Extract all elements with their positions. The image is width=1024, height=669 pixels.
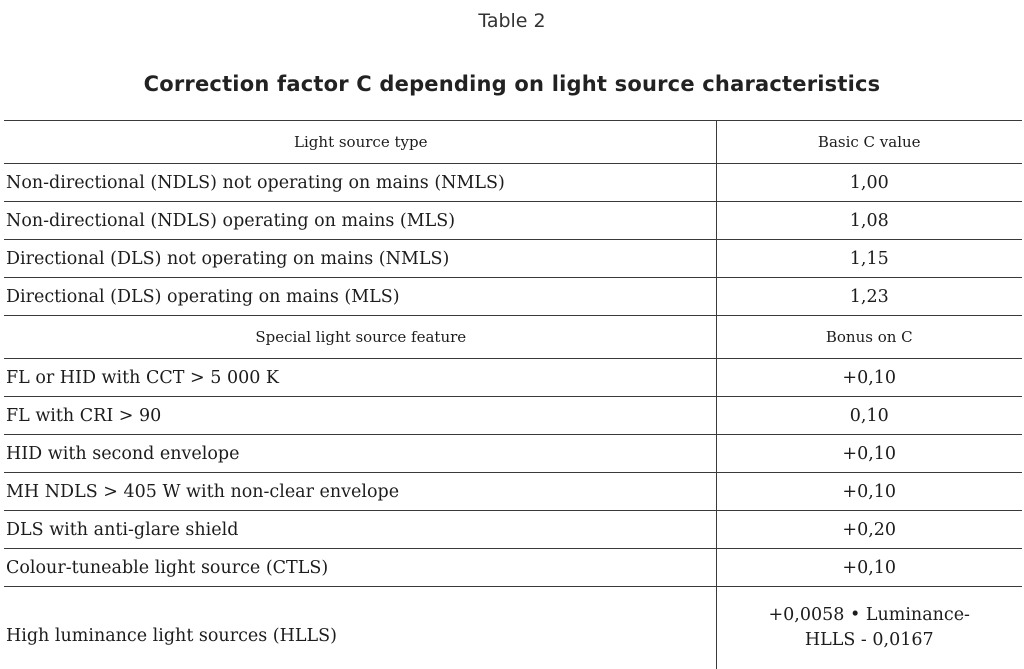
row-value [716,587,1022,669]
row-value: +0,20 [716,511,1022,549]
table-header-row [4,121,1022,164]
row-label: High luminance light sources (HLLS) [4,587,716,669]
table-row [4,240,1022,278]
header-light-source-type: Light source type [4,121,716,164]
table-row [4,473,1022,511]
table-subheader-row [4,316,1022,359]
table-row [4,202,1022,240]
table-row [4,164,1022,202]
row-label: Directional (DLS) not operating on mains (NMLS) [4,240,716,278]
row-value: 1,15 [716,240,1022,278]
row-value: 1,23 [716,278,1022,316]
table-caption: Table 2 [0,10,1024,32]
row-value-line: HLLS - 0,0167 [805,628,934,653]
table-title: Correction factor C depending on light source characteristics [0,72,1024,96]
table-row [4,435,1022,473]
row-value: +0,10 [716,549,1022,587]
table-row [4,549,1022,587]
header-basic-c-value: Basic C value [716,121,1022,164]
table-row [4,359,1022,397]
row-value: +0,10 [716,435,1022,473]
row-label: FL with CRI > 90 [4,397,716,435]
row-label: MH NDLS > 405 W with non-clear envelope [4,473,716,511]
correction-factor-table [4,120,1022,669]
row-label: Non-directional (NDLS) not operating on mains (NMLS) [4,164,716,202]
header-bonus-on-c: Bonus on C [716,316,1022,359]
row-value: 1,00 [716,164,1022,202]
row-label: HID with second envelope [4,435,716,473]
row-label: Colour-tuneable light source (CTLS) [4,549,716,587]
row-value-line: +0,0058 • Luminance- [769,603,970,628]
row-value: 1,08 [716,202,1022,240]
row-label: DLS with anti-glare shield [4,511,716,549]
table-row [4,587,1022,669]
row-label: Directional (DLS) operating on mains (MLS) [4,278,716,316]
row-label: FL or HID with CCT > 5 000 K [4,359,716,397]
table-row [4,278,1022,316]
row-value: 0,10 [716,397,1022,435]
row-value: +0,10 [716,359,1022,397]
row-label: Non-directional (NDLS) operating on mains (MLS) [4,202,716,240]
row-value: +0,10 [716,473,1022,511]
table-row [4,397,1022,435]
header-special-feature: Special light source feature [4,316,716,359]
table-row [4,511,1022,549]
